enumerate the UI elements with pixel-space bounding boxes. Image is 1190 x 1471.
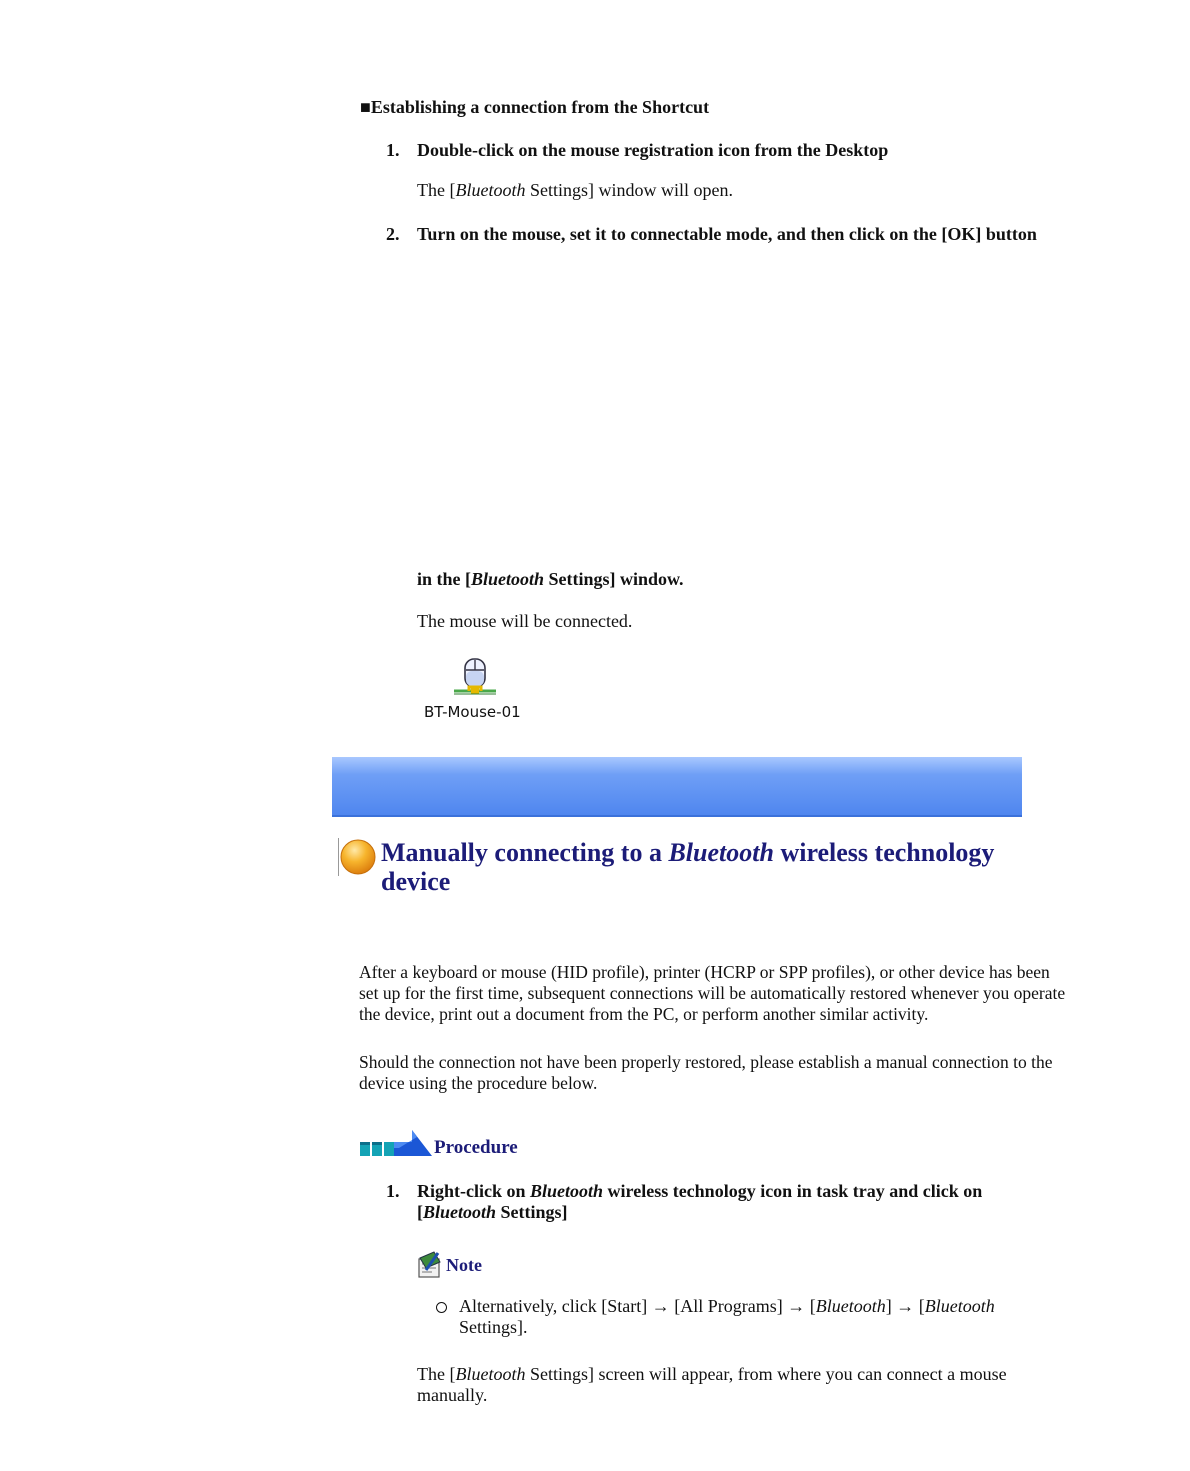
- procedure-label: Procedure: [434, 1137, 518, 1158]
- procedure-arrow-icon: [359, 1128, 433, 1158]
- section-banner: [332, 757, 1022, 817]
- step-2-result: The mouse will be connected.: [417, 611, 633, 631]
- procedure-result: The [Bluetooth Settings] screen will appear, from where you can connect a mouse manually.: [417, 1364, 1007, 1405]
- note-icon: [416, 1250, 444, 1280]
- step-2-continuation: in the [Bluetooth Settings] window.: [417, 569, 684, 589]
- section-title: Manually connecting to a Bluetooth wireless technology device: [381, 838, 995, 896]
- bt-mouse-shortcut-icon[interactable]: [452, 657, 498, 699]
- procedure-step-1-number: 1.: [386, 1181, 400, 1201]
- step-2-text: Turn on the mouse, set it to connectable mode, and then click on the [OK] button: [417, 224, 1037, 244]
- step-2-number: 2.: [386, 224, 400, 244]
- note-label: Note: [446, 1255, 482, 1275]
- procedure-step-1-line2: [Bluetooth Settings]: [417, 1202, 568, 1222]
- note-bullet: [436, 1302, 447, 1313]
- note-text-line1: Alternatively, click [Start] → [All Programs] → [Bluetooth] → [Bluetooth: [459, 1296, 995, 1316]
- bt-mouse-shortcut-label[interactable]: BT-Mouse-01: [424, 703, 521, 721]
- step-1-result: The [Bluetooth Settings] window will open.: [417, 180, 733, 200]
- step-1-number: 1.: [386, 140, 400, 160]
- orange-orb-icon: [339, 838, 377, 876]
- shortcut-heading: ■Establishing a connection from the Shortcut: [360, 97, 710, 117]
- step-1-text: Double-click on the mouse registration icon from the Desktop: [417, 140, 889, 160]
- heading-square-marker: ■: [360, 97, 371, 117]
- procedure-step-1-line1: Right-click on Bluetooth wireless technology icon in task tray and click on: [417, 1181, 983, 1201]
- intro-paragraph: After a keyboard or mouse (HID profile), printer (HCRP or SPP profiles), or other device has been set up for the first time, subsequent connections will be automatically restored whenever you operate the device, print out a document from the PC, or perform another similar activity.: [359, 962, 1066, 1024]
- note-text-line2: Settings].: [459, 1317, 528, 1337]
- fallback-paragraph: Should the connection not have been properly restored, please establish a manual connection to the device using the procedure below.: [359, 1052, 1053, 1093]
